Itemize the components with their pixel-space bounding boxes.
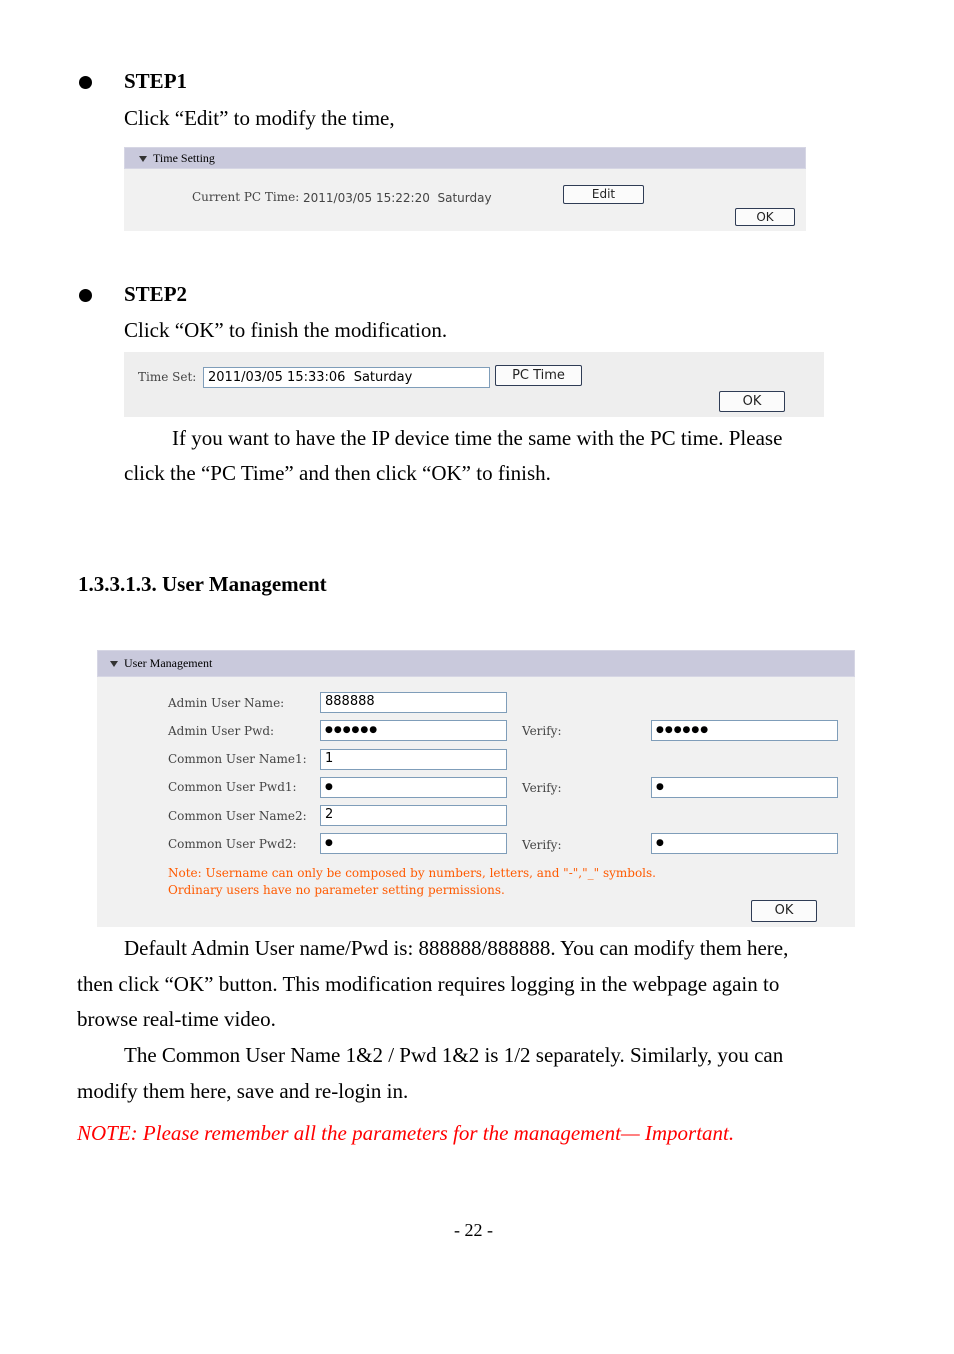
admin-user-pwd-label: Admin User Pwd: <box>168 724 275 738</box>
permissions-note: Ordinary users have no parameter setting permissions. <box>168 883 505 897</box>
current-pc-time-value: 2011/03/05 15:22:20 Saturday <box>303 191 492 205</box>
common-user-name2-label: Common User Name2: <box>168 809 307 823</box>
panel-title-bar <box>124 147 806 169</box>
default-admin-paragraph-line3: browse real-time video. <box>77 1007 276 1031</box>
pc-time-explanation-line2: click the “PC Time” and then click “OK” to finish. <box>124 461 551 485</box>
important-note: NOTE: Please remember all the parameters for the management— Important. <box>77 1121 735 1145</box>
common-pwd2-verify-input[interactable]: ● <box>651 833 838 854</box>
common-user-paragraph-line2: modify them here, save and re-login in. <box>77 1079 409 1103</box>
default-admin-paragraph-line1: Default Admin User name/Pwd is: 888888/888888. You can modify them here, <box>124 936 789 960</box>
edit-button[interactable]: Edit <box>563 185 644 204</box>
common-user-pwd2-input[interactable]: ● <box>320 833 507 854</box>
common-pwd1-verify-label: Verify: <box>522 781 562 795</box>
step2-title: STEP2 <box>124 282 188 306</box>
panel-title-bar <box>97 650 855 677</box>
ok-button[interactable]: OK <box>735 208 795 226</box>
current-pc-time-label: Current PC Time: <box>192 190 300 204</box>
username-rules-note: Note: Username can only be composed by numbers, letters, and "-","_" symbols. <box>168 866 656 880</box>
page-number: - 22 - <box>454 1220 493 1240</box>
common-user-pwd2-label: Common User Pwd2: <box>168 837 297 851</box>
section-heading: 1.3.3.1.3. User Management <box>78 572 327 596</box>
step1-instruction: Click “Edit” to modify the time, <box>124 106 395 130</box>
common-user-pwd1-input[interactable]: ● <box>320 777 507 798</box>
pc-time-button[interactable]: PC Time <box>495 365 582 386</box>
panel-title: User Management <box>124 656 213 670</box>
pc-time-explanation-line1: If you want to have the IP device time the same with the PC time. Please <box>172 426 783 450</box>
panel-title: Time Setting <box>153 151 215 165</box>
step2-instruction: Click “OK” to finish the modification. <box>124 318 448 342</box>
default-admin-paragraph-line2: then click “OK” button. This modification requires logging in the webpage again to <box>77 972 780 996</box>
admin-verify-label: Verify: <box>522 724 562 738</box>
collapse-triangle-icon[interactable] <box>139 156 147 162</box>
common-user-paragraph-line1: The Common User Name 1&2 / Pwd 1&2 is 1/2 separately. Similarly, you can <box>124 1043 784 1067</box>
user-management-panel <box>97 650 855 927</box>
common-user-pwd1-label: Common User Pwd1: <box>168 780 297 794</box>
time-setting-panel <box>124 147 806 231</box>
common-pwd1-verify-input[interactable]: ● <box>651 777 838 798</box>
common-user-name1-label: Common User Name1: <box>168 752 307 766</box>
bullet-icon <box>79 289 92 302</box>
admin-verify-input[interactable]: ●●●●●● <box>651 720 838 741</box>
time-set-input[interactable]: 2011/03/05 15:33:06 Saturday <box>203 367 490 388</box>
admin-user-pwd-input[interactable]: ●●●●●● <box>320 720 507 741</box>
time-set-panel <box>124 352 824 417</box>
admin-user-name-label: Admin User Name: <box>168 696 285 710</box>
ok-button[interactable]: OK <box>751 900 817 922</box>
common-user-name1-input[interactable]: 1 <box>320 749 507 770</box>
time-set-label: Time Set: <box>138 370 197 384</box>
common-user-name2-input[interactable]: 2 <box>320 805 507 826</box>
ok-button[interactable]: OK <box>719 391 785 412</box>
admin-user-name-input[interactable]: 888888 <box>320 692 507 713</box>
collapse-triangle-icon[interactable] <box>110 661 118 667</box>
common-pwd2-verify-label: Verify: <box>522 838 562 852</box>
step1-title: STEP1 <box>124 69 188 93</box>
bullet-icon <box>79 76 92 89</box>
